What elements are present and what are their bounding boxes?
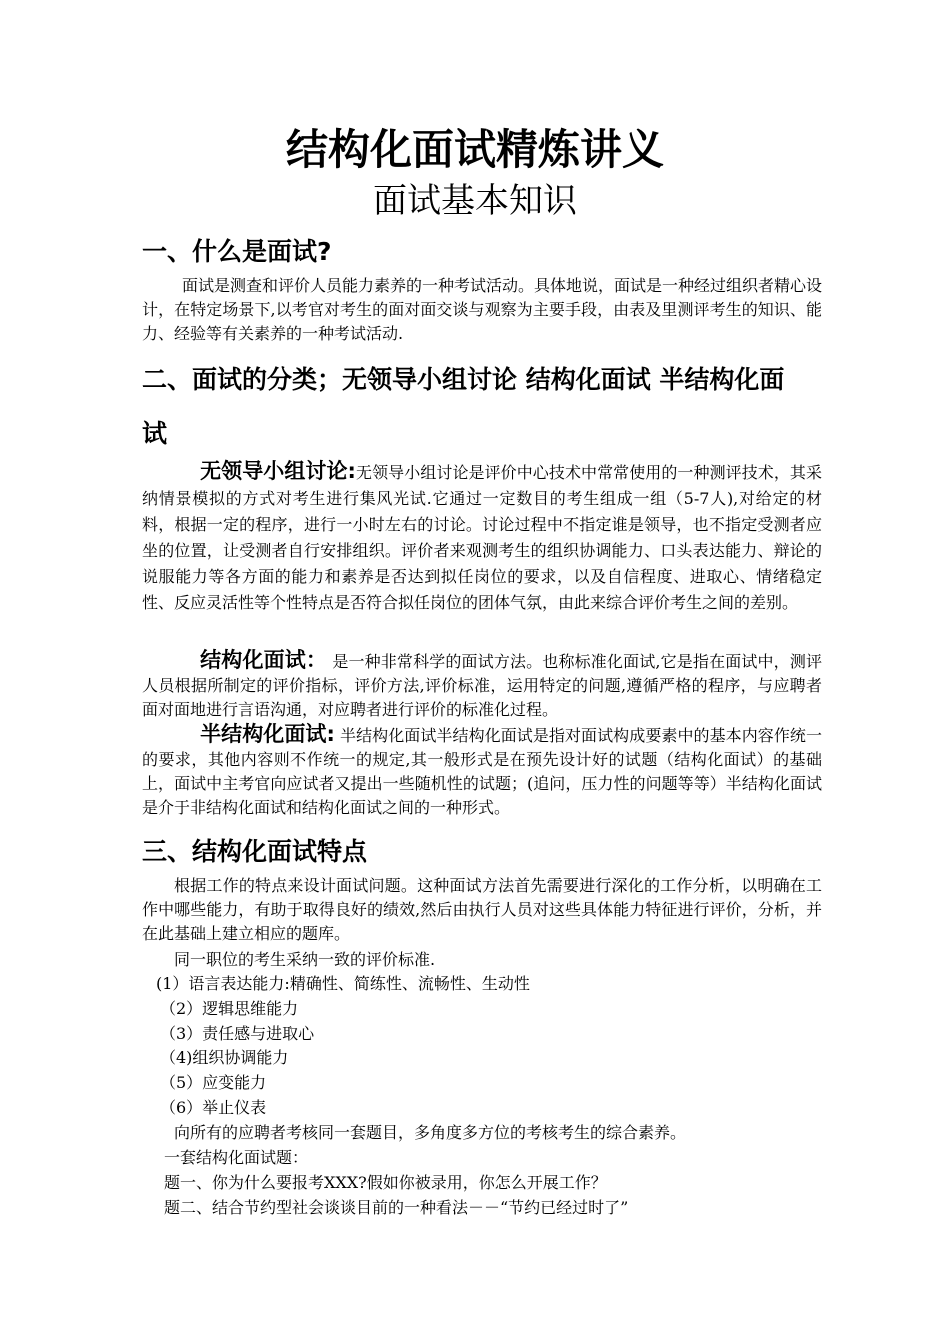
section-2-heading (142, 360, 832, 450)
section-3-heading: 三、结构化面试特点 (142, 837, 368, 866)
lgd-paragraph (142, 458, 822, 616)
lgd-lead: 无领导小组讨论: (200, 459, 356, 483)
section-2-heading-line-2: 试 (142, 419, 168, 448)
section-2-heading-line-1: 二、面试的分类；无领导小组讨论 结构化面试 半结构化面 (142, 365, 785, 394)
section-3-paragraph-2: 同一职位的考生采纳一致的评价标准. (174, 950, 436, 969)
document-subtitle: 面试基本知识 (373, 181, 577, 221)
list-item: （5）应变能力 (160, 1073, 267, 1092)
section-1-paragraph: 面试是测查和评价人员能力素养的一种考试活动。具体地说，面试是一种经过组织者精心设计，在特定场景下,以考官对考生的面对面交谈与观察为主要手段，由表及里测评考生的知识、能力、经验等有关素养的一种考试活动. (142, 276, 823, 343)
structured-lead: 结构化面试： (200, 648, 328, 672)
document-title: 结构化面试精炼讲义 (285, 125, 664, 174)
list-item: (1）语言表达能力:精确性、简练性、流畅性、生动性 (156, 974, 530, 993)
section-1-heading: 一、什么是面试? (142, 237, 332, 266)
list-item: （4)组织协调能力 (160, 1048, 289, 1067)
semi-structured-lead: 半结构化面试: (200, 722, 335, 746)
section-3-paragraph-1: 根据工作的特点来设计面试问题。这种面试方法首先需要进行深化的工作分析，以明确在工作中哪些能力，有助于取得良好的绩效,然后由执行人员对这些具体能力特征进行评价，分析，并在此基础上建立相应的题库。 (142, 876, 822, 943)
lgd-text: 无领导小组讨论是评价中心技术中常常使用的一种测评技术，其采纳情景模拟的方式对考生进行集风光试.它通过一定数目的考生组成一组（5-7人),对给定的材料，根据一定的程序，进行一小时左右的讨论。讨论过程中不指定谁是领导，也不指定受测者应坐的位置，让受测者自行安排组织。评价者来观测考生的组织协调能力、口头表达能力、辩论的说服能力等各方面的能力和素养是否达到拟任岗位的要求，以及自信程度、进取心、情绪稳定性、反应灵活性等个性特点是否符合拟任岗位的团体气氛，由此来综合评价考生之间的差别。 (142, 463, 822, 612)
section-3-paragraph-3: 向所有的应聘者考核同一套题目，多角度多方位的考核考生的综合素养。 (174, 1123, 687, 1142)
semi-structured-text: 半结构化面试半结构化面试是指对面试构成要素中的基本内容作统一的要求，其他内容则不作统一的规定,其一般形式是在预先设计好的试题（结构化面试）的基础上，面试中主考官向应试者又提出一些随机性的试题；(追问，压力性的问题等等）半结构化面试是介于非结构化面试和结构化面试之间的一种形式。 (142, 726, 822, 817)
semi-structured-paragraph (142, 722, 822, 820)
list-item: （6）举止仪表 (160, 1098, 267, 1117)
list-item: （2）逻辑思维能力 (160, 999, 299, 1018)
structured-paragraph (142, 648, 822, 722)
structured-text: 是一种非常科学的面试方法。也称标准化面试,它是指在面试中，测评人员根据所制定的评价指标，评价方法,评价标准，运用特定的问题,遵循严格的程序，与应聘者面对面地进行言语沟通，对应聘者进行评价的标准化过程。 (142, 652, 822, 719)
question-1: 题一、你为什么要报考XXX?假如你被录用，你怎么开展工作？ (164, 1173, 607, 1192)
question-2: 题二、结合节约型社会谈谈目前的一种看法－－“节约已经过时了” (164, 1198, 629, 1217)
section-3-paragraph-4: 一套结构化面试题： (164, 1148, 309, 1167)
list-item: （3）责任感与进取心 (160, 1024, 315, 1043)
